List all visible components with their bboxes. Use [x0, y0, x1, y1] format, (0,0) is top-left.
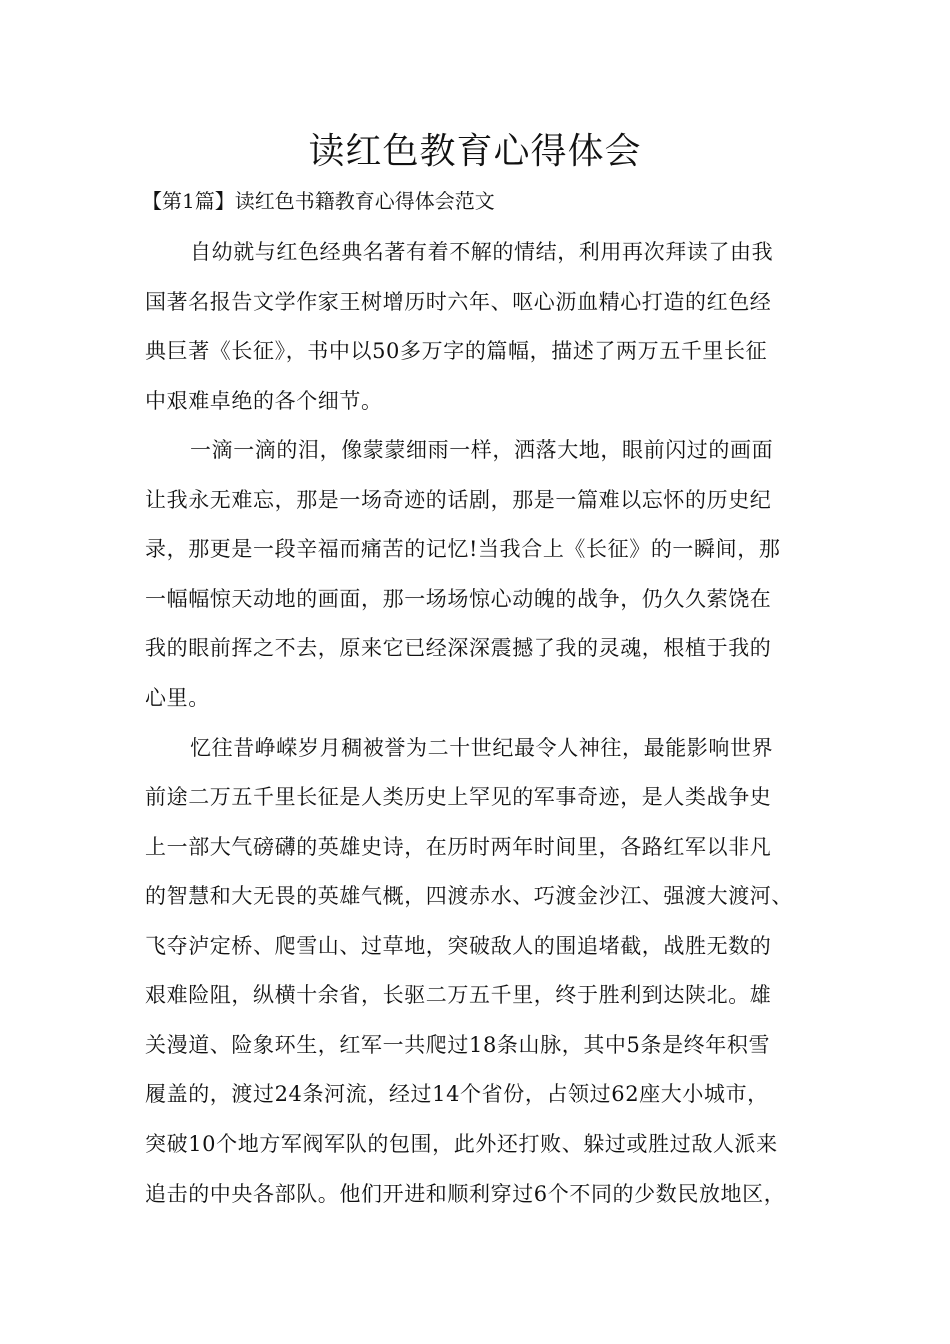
- paragraph-2-line-6: 心里。: [145, 686, 210, 710]
- paragraph-3-line-3: 上一部大气磅礴的英雄史诗，在历时两年时间里，各路红军以非凡: [145, 835, 772, 859]
- paragraph-1-line-1: 自幼就与红色经典名著有着不解的情结，利用再次拜读了由我: [190, 240, 774, 264]
- document-title: 读红色教育心得体会: [308, 131, 642, 172]
- paragraph-3-line-5: 飞夺泸定桥、爬雪山、过草地，突破敌人的围追堵截，战胜无数的: [145, 934, 772, 958]
- paragraph-3-line-7: 关漫道、险象环生，红军一共爬过18条山脉，其中5条是终年积雪: [145, 1033, 771, 1057]
- paragraph-3-line-10: 追击的中央各部队。他们开进和顺利穿过6个不同的少数民放地区，: [145, 1182, 786, 1206]
- paragraph-3-line-1: 忆往昔峥嵘岁月稠被誉为二十世纪最令人神往，最能影响世界: [190, 736, 774, 760]
- paragraph-2-line-5: 我的眼前挥之不去，原来它已经深深震撼了我的灵魂，根植于我的: [145, 636, 772, 660]
- paragraph-1-line-3: 典巨著《长征》，书中以50多万字的篇幅，描述了两万五千里长征: [145, 339, 768, 363]
- paragraph-1-line-2: 国著名报告文学作家王树增历时六年、呕心沥血精心打造的红色经: [145, 290, 772, 314]
- paragraph-2-line-1: 一滴一滴的泪，像蒙蒙细雨一样，洒落大地，眼前闪过的画面: [190, 438, 774, 462]
- paragraph-2-line-2: 让我永无难忘，那是一场奇迹的话剧，那是一篇难以忘怀的历史纪: [145, 488, 772, 512]
- paragraph-3-line-2: 前途二万五千里长征是人类历史上罕见的军事奇迹，是人类战争史: [145, 785, 772, 809]
- section-heading: 【第1篇】读红色书籍教育心得体会范文: [142, 189, 495, 213]
- paragraph-3-line-9: 突破10个地方军阀军队的包围，此外还打败、躲过或胜过敌人派来: [145, 1132, 778, 1156]
- paragraph-3-line-8: 履盖的，渡过24条河流，经过14个省份，占领过62座大小城市，: [145, 1082, 769, 1106]
- paragraph-3-line-4: 的智慧和大无畏的英雄气概，四渡赤水、巧渡金沙江、强渡大渡河、: [145, 884, 793, 908]
- paragraph-1-line-4: 中艰难卓绝的各个细节。: [145, 389, 383, 413]
- paragraph-3-line-6: 艰难险阻，纵横十余省，长驱二万五千里，终于胜利到达陕北。雄: [145, 983, 772, 1007]
- paragraph-2-line-4: 一幅幅惊天动地的画面，那一场场惊心动魄的战争，仍久久萦饶在: [145, 587, 772, 611]
- paragraph-2-line-3: 录，那更是一段辛福而痛苦的记忆!当我合上《长征》的一瞬间，那: [145, 537, 781, 561]
